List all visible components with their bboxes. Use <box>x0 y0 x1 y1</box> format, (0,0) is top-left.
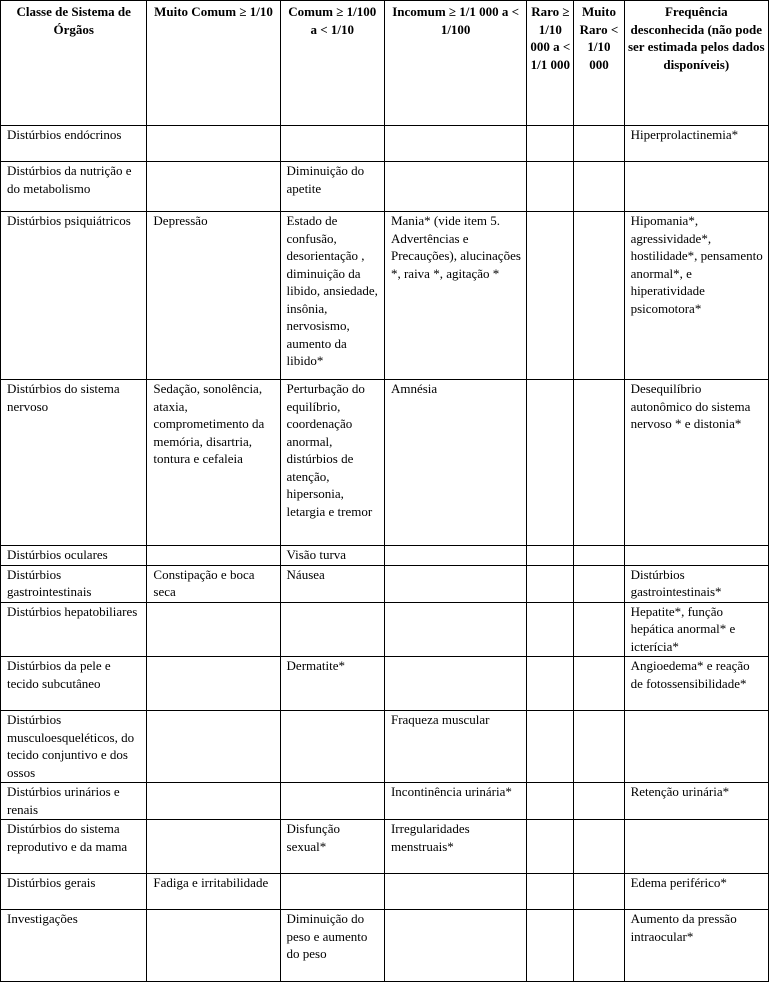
very-rare-cell <box>574 126 624 162</box>
organ-class-cell: Distúrbios da nutrição e do metabolismo <box>1 162 147 212</box>
rare-cell <box>527 783 574 820</box>
rare-cell <box>527 380 574 546</box>
table-body <box>1 126 769 982</box>
common-cell: Disfunção sexual* <box>280 820 384 874</box>
unknown-frequency-cell: Edema periférico* <box>624 874 768 910</box>
unknown-frequency-cell <box>624 162 768 212</box>
unknown-frequency-cell: Hiperprolactinemia* <box>624 126 768 162</box>
very-rare-cell <box>574 602 624 657</box>
organ-class-cell: Distúrbios urinários e renais <box>1 783 147 820</box>
very-common-cell: Sedação, sonolência, ataxia, comprometimento da memória, disartria, tontura e cefaleia <box>147 380 280 546</box>
unknown-frequency-cell <box>624 546 768 566</box>
rare-cell <box>527 565 574 602</box>
organ-class-cell: Distúrbios do sistema reprodutivo e da mama <box>1 820 147 874</box>
unknown-frequency-cell: Hipomania*, agressividade*, hostilidade*, pensamento anormal*, e hiperatividade psicomotora* <box>624 212 768 380</box>
rare-cell <box>527 546 574 566</box>
very-common-cell <box>147 711 280 783</box>
common-cell <box>280 602 384 657</box>
organ-class-cell: Distúrbios gerais <box>1 874 147 910</box>
common-cell: Estado de confusão, desorientação , diminuição da libido, ansiedade, insônia, nervosismo, aumento da libido* <box>280 212 384 380</box>
organ-class-cell: Distúrbios da pele e tecido subcutâneo <box>1 657 147 711</box>
common-cell: Perturbação do equilíbrio, coordenação anormal, distúrbios de atenção, hipersonia, letargia e tremor <box>280 380 384 546</box>
very-rare-cell <box>574 657 624 711</box>
uncommon-cell: Mania* (vide item 5. Advertências e Precauções), alucinações *, raiva *, agitação * <box>384 212 526 380</box>
very-rare-cell <box>574 820 624 874</box>
table-row <box>1 783 769 820</box>
common-cell: Dermatite* <box>280 657 384 711</box>
table-row <box>1 162 769 212</box>
uncommon-cell <box>384 657 526 711</box>
very-common-cell <box>147 126 280 162</box>
table-row <box>1 602 769 657</box>
common-cell <box>280 711 384 783</box>
organ-class-cell: Distúrbios gastrointestinais <box>1 565 147 602</box>
table-row <box>1 380 769 546</box>
common-cell <box>280 783 384 820</box>
very-common-cell: Fadiga e irritabilidade <box>147 874 280 910</box>
very-rare-cell <box>574 783 624 820</box>
table-row <box>1 212 769 380</box>
very-common-cell <box>147 546 280 566</box>
common-cell: Diminuição do peso e aumento do peso <box>280 910 384 982</box>
uncommon-cell <box>384 162 526 212</box>
rare-cell <box>527 126 574 162</box>
header-very-rare: Muito Raro < 1/10 000 <box>574 1 624 126</box>
header-unknown-frequency: Frequência desconhecida (não pode ser estimada pelos dados disponíveis) <box>624 1 768 126</box>
unknown-frequency-cell: Desequilíbrio autonômico do sistema nervoso * e distonia* <box>624 380 768 546</box>
uncommon-cell: Amnésia <box>384 380 526 546</box>
table-row <box>1 711 769 783</box>
unknown-frequency-cell: Distúrbios gastrointestinais* <box>624 565 768 602</box>
common-cell <box>280 874 384 910</box>
uncommon-cell <box>384 565 526 602</box>
very-common-cell <box>147 657 280 711</box>
common-cell: Diminuição do apetite <box>280 162 384 212</box>
common-cell: Visão turva <box>280 546 384 566</box>
unknown-frequency-cell: Aumento da pressão intraocular* <box>624 910 768 982</box>
very-rare-cell <box>574 546 624 566</box>
common-cell <box>280 126 384 162</box>
rare-cell <box>527 874 574 910</box>
uncommon-cell: Irregularidades menstruais* <box>384 820 526 874</box>
organ-class-cell: Distúrbios psiquiátricos <box>1 212 147 380</box>
very-rare-cell <box>574 380 624 546</box>
rare-cell <box>527 162 574 212</box>
very-rare-cell <box>574 212 624 380</box>
table-row <box>1 874 769 910</box>
rare-cell <box>527 657 574 711</box>
unknown-frequency-cell: Angioedema* e reação de fotossensibilidade* <box>624 657 768 711</box>
unknown-frequency-cell: Retenção urinária* <box>624 783 768 820</box>
organ-class-cell: Distúrbios endócrinos <box>1 126 147 162</box>
unknown-frequency-cell: Hepatite*, função hepática anormal* e icterícia* <box>624 602 768 657</box>
uncommon-cell <box>384 546 526 566</box>
organ-class-cell: Distúrbios do sistema nervoso <box>1 380 147 546</box>
rare-cell <box>527 820 574 874</box>
uncommon-cell <box>384 126 526 162</box>
table-row <box>1 820 769 874</box>
table-row <box>1 910 769 982</box>
header-row <box>1 1 769 126</box>
uncommon-cell: Fraqueza muscular <box>384 711 526 783</box>
uncommon-cell <box>384 874 526 910</box>
table-row <box>1 546 769 566</box>
very-rare-cell <box>574 874 624 910</box>
uncommon-cell <box>384 910 526 982</box>
very-common-cell: Constipação e boca seca <box>147 565 280 602</box>
unknown-frequency-cell <box>624 820 768 874</box>
common-cell: Náusea <box>280 565 384 602</box>
very-rare-cell <box>574 910 624 982</box>
table-row <box>1 126 769 162</box>
very-common-cell <box>147 783 280 820</box>
very-common-cell <box>147 162 280 212</box>
rare-cell <box>527 602 574 657</box>
header-organ-class: Classe de Sistema de Órgãos <box>1 1 147 126</box>
very-rare-cell <box>574 162 624 212</box>
unknown-frequency-cell <box>624 711 768 783</box>
organ-class-cell: Investigações <box>1 910 147 982</box>
organ-class-cell: Distúrbios oculares <box>1 546 147 566</box>
very-common-cell <box>147 820 280 874</box>
header-very-common: Muito Comum ≥ 1/10 <box>147 1 280 126</box>
uncommon-cell: Incontinência urinária* <box>384 783 526 820</box>
organ-class-cell: Distúrbios musculoesqueléticos, do tecido conjuntivo e dos ossos <box>1 711 147 783</box>
very-rare-cell <box>574 711 624 783</box>
uncommon-cell <box>384 602 526 657</box>
rare-cell <box>527 711 574 783</box>
very-common-cell <box>147 910 280 982</box>
header-uncommon: Incomum ≥ 1/1 000 a < 1/100 <box>384 1 526 126</box>
very-rare-cell <box>574 565 624 602</box>
rare-cell <box>527 212 574 380</box>
table-row <box>1 565 769 602</box>
rare-cell <box>527 910 574 982</box>
very-common-cell: Depressão <box>147 212 280 380</box>
very-common-cell <box>147 602 280 657</box>
organ-class-cell: Distúrbios hepatobiliares <box>1 602 147 657</box>
header-common: Comum ≥ 1/100 a < 1/10 <box>280 1 384 126</box>
table-row <box>1 657 769 711</box>
header-rare: Raro ≥ 1/10 000 a < 1/1 000 <box>527 1 574 126</box>
